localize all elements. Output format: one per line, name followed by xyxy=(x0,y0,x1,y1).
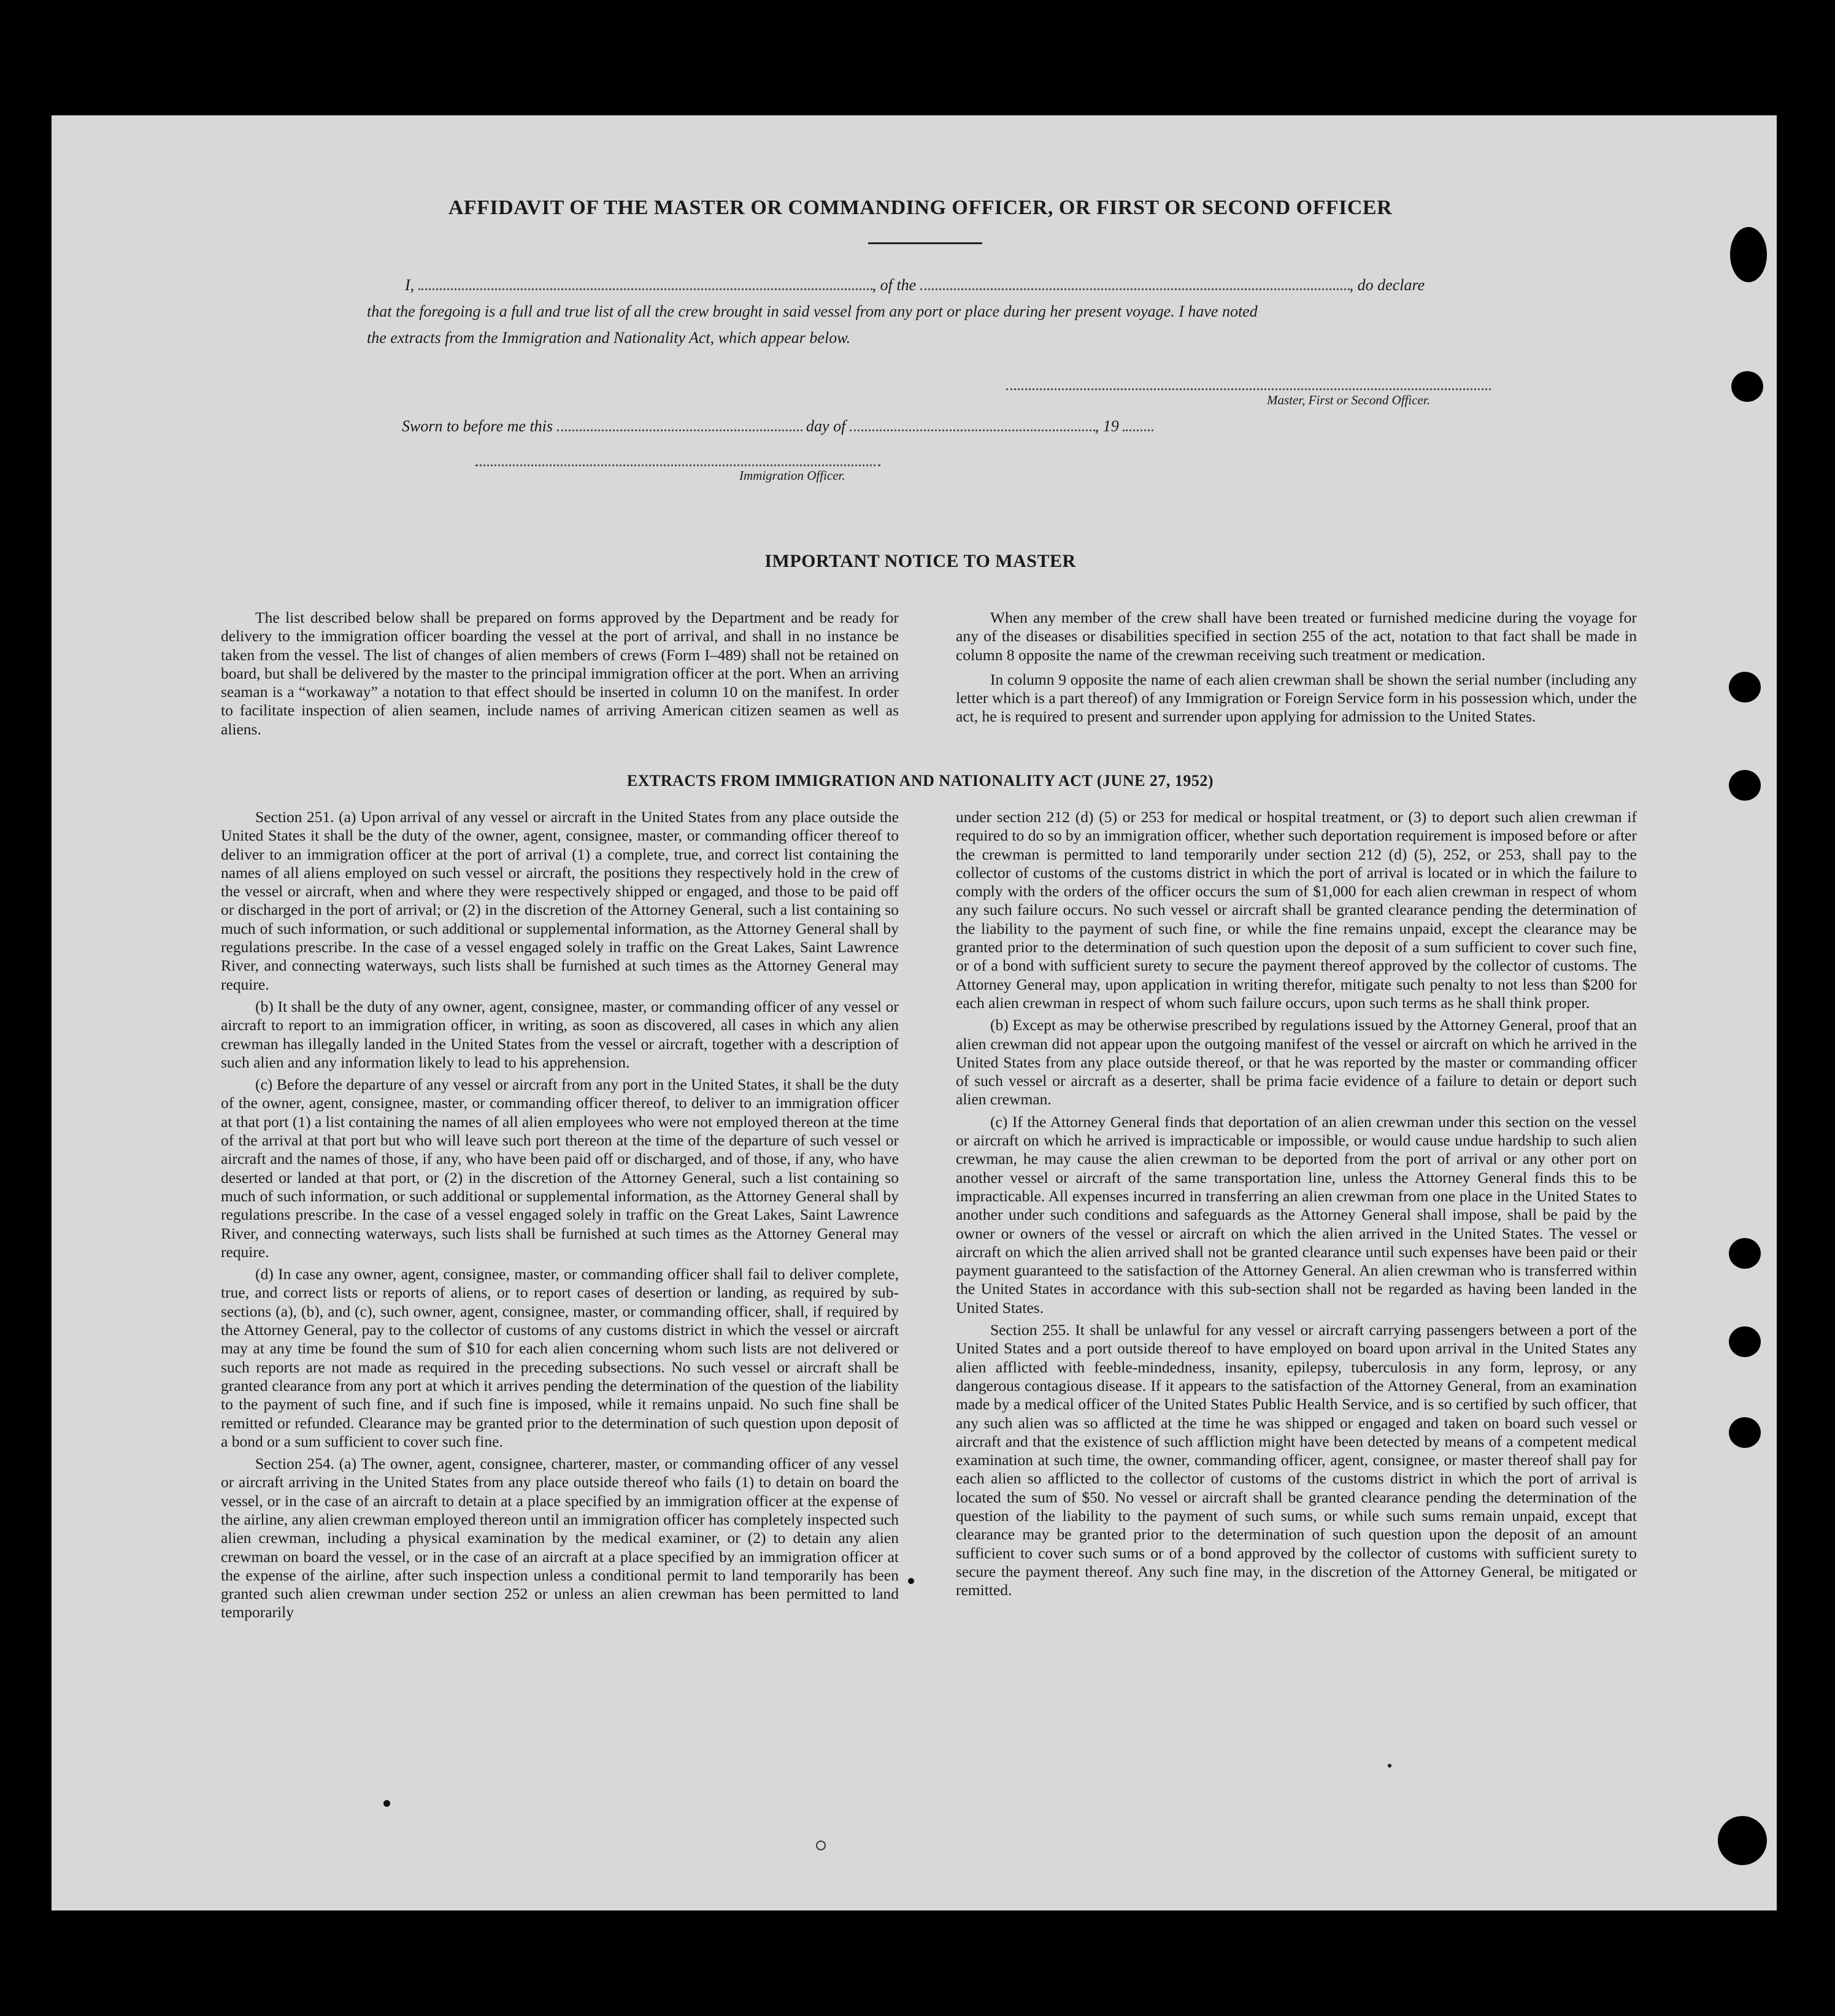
extracts-right-column xyxy=(956,808,1637,1603)
act-section-paragraph: (c) Before the departure of any vessel or aircraft from any port in the United States, it shall be the duty of the owner, agent, consignee, master, or commanding officer thereof, to deliver to an immigration officer at that port (1) a list containing the names of all alien employees who were not employed thereon at the time of the arrival at that port but who will leave such port thereon at the time of the departure of such vessel or aircraft and the names of those, if any, who have been paid off or discharged, and of those, if any, who have deserted or landed at that port, or (2) in the discretion of the Attorney General, such a list containing so much of such information, or such additional or supplemental information, as the Attorney General shall by regulations prescribe. In the case of a vessel engaged solely in traffic on the Great Lakes, Saint Lawrence River, and connecting waterways, such lists shall be furnished at such times as the Attorney General may require. xyxy=(221,1075,899,1261)
punch-hole xyxy=(1729,1417,1761,1448)
act-section-paragraph: (c) If the Attorney General finds that deportation of an alien crewman under this section on the vessel or aircraft on which he arrived is impracticable or impossible, or would cause undue hardship to such alien crewman, he may cause the alien crewman to be deported from the port of arrival or any other port on another vessel or aircraft of the same transportation line, unless the Attorney General finds this to be impracticable. All expenses incurred in transferring an alien crewman from one place in the United States to another under such conditions and safeguards as the Attorney General shall impose, shall be paid by the owner or owners of the vessel or aircraft on which the alien arrived in the United States. The vessel or aircraft on which the alien arrived shall not be granted clearance until such expenses have been paid or their payment guaranteed to the satisfaction of the Attorney General. An alien crewman who is transferred within the United States in accordance with this sub-section shall not be regarded as having been landed in the United States. xyxy=(956,1112,1637,1317)
declaration-line-1 xyxy=(405,275,1491,294)
officer-signature-line[interactable] xyxy=(475,464,880,466)
notice-paragraph: In column 9 opposite the name of each alien crewman shall be shown the serial number (including any letter which is a part thereof) of any Immigration or Foreign Service form in his possession which, under the act, he is required to present and surrender upon applying for admission to the United States. xyxy=(956,670,1637,726)
master-signature-label: Master, First or Second Officer. xyxy=(1267,393,1430,407)
sworn-label: Sworn to before me this xyxy=(402,417,553,435)
act-section-paragraph: Section 255. It shall be unlawful for any vessel or aircraft carrying passengers between a port of the United States and a port outside thereof to have employed on board upon arrival in the United States any alien afflicted with feeble-mindedness, insanity, epilepsy, tuberculosis in any form, leprosy, or any dangerous contagious disease. If it appears to the satisfaction of the Attorney General, from an examination made by a medical officer of the United States Public Health Service, and is so certified by such officer, that any such alien was so afflicted at the time he was shipped or engaged and taken on board such vessel or aircraft and that the existence of such affliction might have been detected by means of a competent medical examination at such time, the owner, commanding officer, agent, consignee, or master thereof shall pay for each alien so afflicted to the collector of customs of the customs district in which the port of arrival is located the sum of $50. No vessel or aircraft shall be granted clearance pending the determination of the question of the liability to the payment of such sums, or while such sums remain unpaid, except that clearance may be granted prior to the determination of such question upon the deposit of an amount sufficient to cover such sums or of a bond approved by the collector of customs with sufficient surety to secure the payment thereof. Any such fine may, in the discretion of the Attorney General, be mitigated or remitted. xyxy=(956,1321,1637,1599)
day-of-label: day of xyxy=(806,417,846,435)
punch-hole xyxy=(1729,1238,1761,1269)
notice-left-column xyxy=(221,609,899,742)
punch-hole xyxy=(1729,672,1761,702)
punch-hole xyxy=(1731,371,1763,402)
year-label: , 19 xyxy=(1094,417,1119,435)
affidavit-title: AFFIDAVIT OF THE MASTER OR COMMANDING OFFICER, OR FIRST OR SECOND OFFICER xyxy=(448,196,1393,219)
notice-title: IMPORTANT NOTICE TO MASTER xyxy=(764,551,1076,571)
punch-hole xyxy=(1718,1816,1767,1865)
act-section-paragraph: (b) Except as may be otherwise prescribed by regulations issued by the Attorney General, proof that an alien crewman did not appear upon the outgoing manifest of the vessel or aircraft on which he arrived in the United States from any place outside thereof, or that he was reported by the master or commanding officer of such vessel or aircraft as a deserter, shall be prima facie evidence of a failure to detain or deport such alien crewman. xyxy=(956,1016,1637,1109)
sworn-line xyxy=(402,416,1153,436)
sworn-month-field[interactable] xyxy=(850,416,1095,431)
of-the-label: , of the xyxy=(872,276,917,294)
act-section-paragraph: Section 251. (a) Upon arrival of any vessel or aircraft in the United States from any place outside the United States it shall be the duty of the owner, agent, consignee, master, or commanding officer thereof to deliver to an immigration officer at the port of arrival (1) a complete, true, and correct list containing the names of all aliens employed on such vessel or aircraft, the positions they respectively hold in the crew of the vessel or aircraft, when and where they were respectively shipped or engaged, and those to be paid off or discharged in the port of arrival; or (2) in the discretion of the Attorney General, such a list containing so much of such information, or such additional or supplemental information, as the Attorney General shall by regulations prescribe. In the case of a vessel engaged solely in traffic on the Great Lakes, Saint Lawrence River, and connecting waterways, such lists shall be furnished at such times as the Attorney General may require. xyxy=(221,808,899,993)
declaration-line-3: the extracts from the Immigration and Nationality Act, which appear below. xyxy=(367,329,851,347)
notice-right-column xyxy=(956,609,1637,730)
act-section-paragraph: (d) In case any owner, agent, consignee, master, or commanding officer shall fail to deliver complete, true, and correct lists or reports of aliens, or to report cases of desertion or landing, as required by sub-sections (a), (b), and (c), such owner, agent, consignee, master, or commanding officer, shall, if required by the Attorney General, pay to the collector of customs of any customs district in which the vessel or aircraft may at any time be found the sum of $10 for each alien concerning whom such lists are not delivered or such reports are not made as required in the preceding subsections. No such vessel or aircraft shall be granted clearance from any port at which it arrives pending the determination of the question of the liability to the payment of such fine, and if such fine is imposed, while it remains unpaid. No such fine shall be remitted or refunded. Clearance may be granted prior to the determination of such question upon deposit of a bond or a sum sufficient to cover such fine. xyxy=(221,1265,899,1450)
officer-signature-label: Immigration Officer. xyxy=(739,468,845,483)
ink-speck xyxy=(383,1800,390,1807)
title-rule xyxy=(868,242,982,244)
do-declare-label: , do declare xyxy=(1349,276,1425,294)
punch-hole xyxy=(1729,770,1761,801)
act-section-paragraph: (b) It shall be the duty of any owner, agent, consignee, master, or commanding officer of any vessel or aircraft to report to an immigration officer, in writing, as soon as discovered, all cases in which any alien crewman has illegally landed in the United States from the vessel or aircraft, together with a description of such alien and any information likely to lead to his apprehension. xyxy=(221,997,899,1071)
punch-hole xyxy=(1730,227,1767,282)
ink-speck xyxy=(908,1578,914,1584)
extracts-left-column xyxy=(221,808,899,1626)
name-field[interactable] xyxy=(418,275,872,290)
ink-speck xyxy=(1388,1764,1391,1768)
notice-paragraph: The list described below shall be prepared on forms approved by the Department and be ready for delivery to the immigration officer boarding the vessel at the port of arrival, and shall in no instance be taken from the vessel. The list of changes of alien members of crews (Form I–489) shall not be retained on board, but shall be delivered by the master to the principal immigration officer at the port. When an arriving seaman is a “workaway” a notation to that effect should be inserted in column 10 on the manifest. In order to facilitate inspection of alien seamen, include names of arriving American citizen seamen as well as aliens. xyxy=(221,609,899,738)
sworn-day-field[interactable] xyxy=(557,416,802,431)
ink-speck xyxy=(816,1841,826,1850)
sworn-year-field[interactable] xyxy=(1123,416,1153,431)
master-signature-line[interactable] xyxy=(1006,388,1491,390)
punch-hole xyxy=(1729,1326,1761,1357)
act-section-paragraph: under section 212 (d) (5) or 253 for medical or hospital treatment, or (3) to deport such alien crewman if required to do so by an immigration officer, whether such deportation requirement is imposed before or after the crewman is permitted to land temporarily under section 212 (d) (5), 252, or 253, shall pay to the collector of customs of the customs district in which the port of arrival is located or in which the failure to comply with the orders of the officer occurs the sum of $1,000 for each alien crewman in respect of whom any such failure occurs. No such vessel or aircraft shall be granted clearance pending the determination of the liability to the payment of such fine, or while the fine remains unpaid, except the clearance may be granted prior to the determination of such question upon the deposit of a sum sufficient to cover such fine, or of a bond with sufficient surety to secure the payment thereof approved by the collector of customs. The Attorney General may, upon application in writing therefor, mitigate such penalty to not less than $200 for each alien crewman in respect of whom such failure occurs, upon such terms as he shall think proper. xyxy=(956,808,1637,1012)
notice-paragraph: When any member of the crew shall have been treated or furnished medicine during the voyage for any of the diseases or disabilities specified in section 255 of the act, notation to that fact shall be made in column 8 opposite the name of the crewman receiving such treatment or medication. xyxy=(956,609,1637,664)
declaration-i: I, xyxy=(405,276,415,294)
extracts-title: EXTRACTS FROM IMMIGRATION AND NATIONALITY ACT (JUNE 27, 1952) xyxy=(626,772,1214,790)
declaration-line-2: that the foregoing is a full and true list of all the crew brought in said vessel from any port or place during her present voyage. I have noted xyxy=(367,302,1258,320)
act-section-paragraph: Section 254. (a) The owner, agent, consignee, charterer, master, or commanding officer of any vessel or aircraft arriving in the United States from any place outside thereof who fails (1) to detain on board the vessel, or in the case of an aircraft to detain at a place specified by an immigration officer at the expense of the airline, any alien crewman employed thereon until an immigration officer has completely inspected such alien crewman, including a physical examination by the medical examiner, or (2) to detain any alien crewman on board the vessel, or in the case of an aircraft at a place specified by an immigration officer at the expense of the airline, after such inspection unless a conditional permit to land temporarily has been granted such alien crewman under section 252 or unless an alien crewman has been permitted to land temporarily xyxy=(221,1455,899,1622)
vessel-field[interactable] xyxy=(920,275,1350,290)
